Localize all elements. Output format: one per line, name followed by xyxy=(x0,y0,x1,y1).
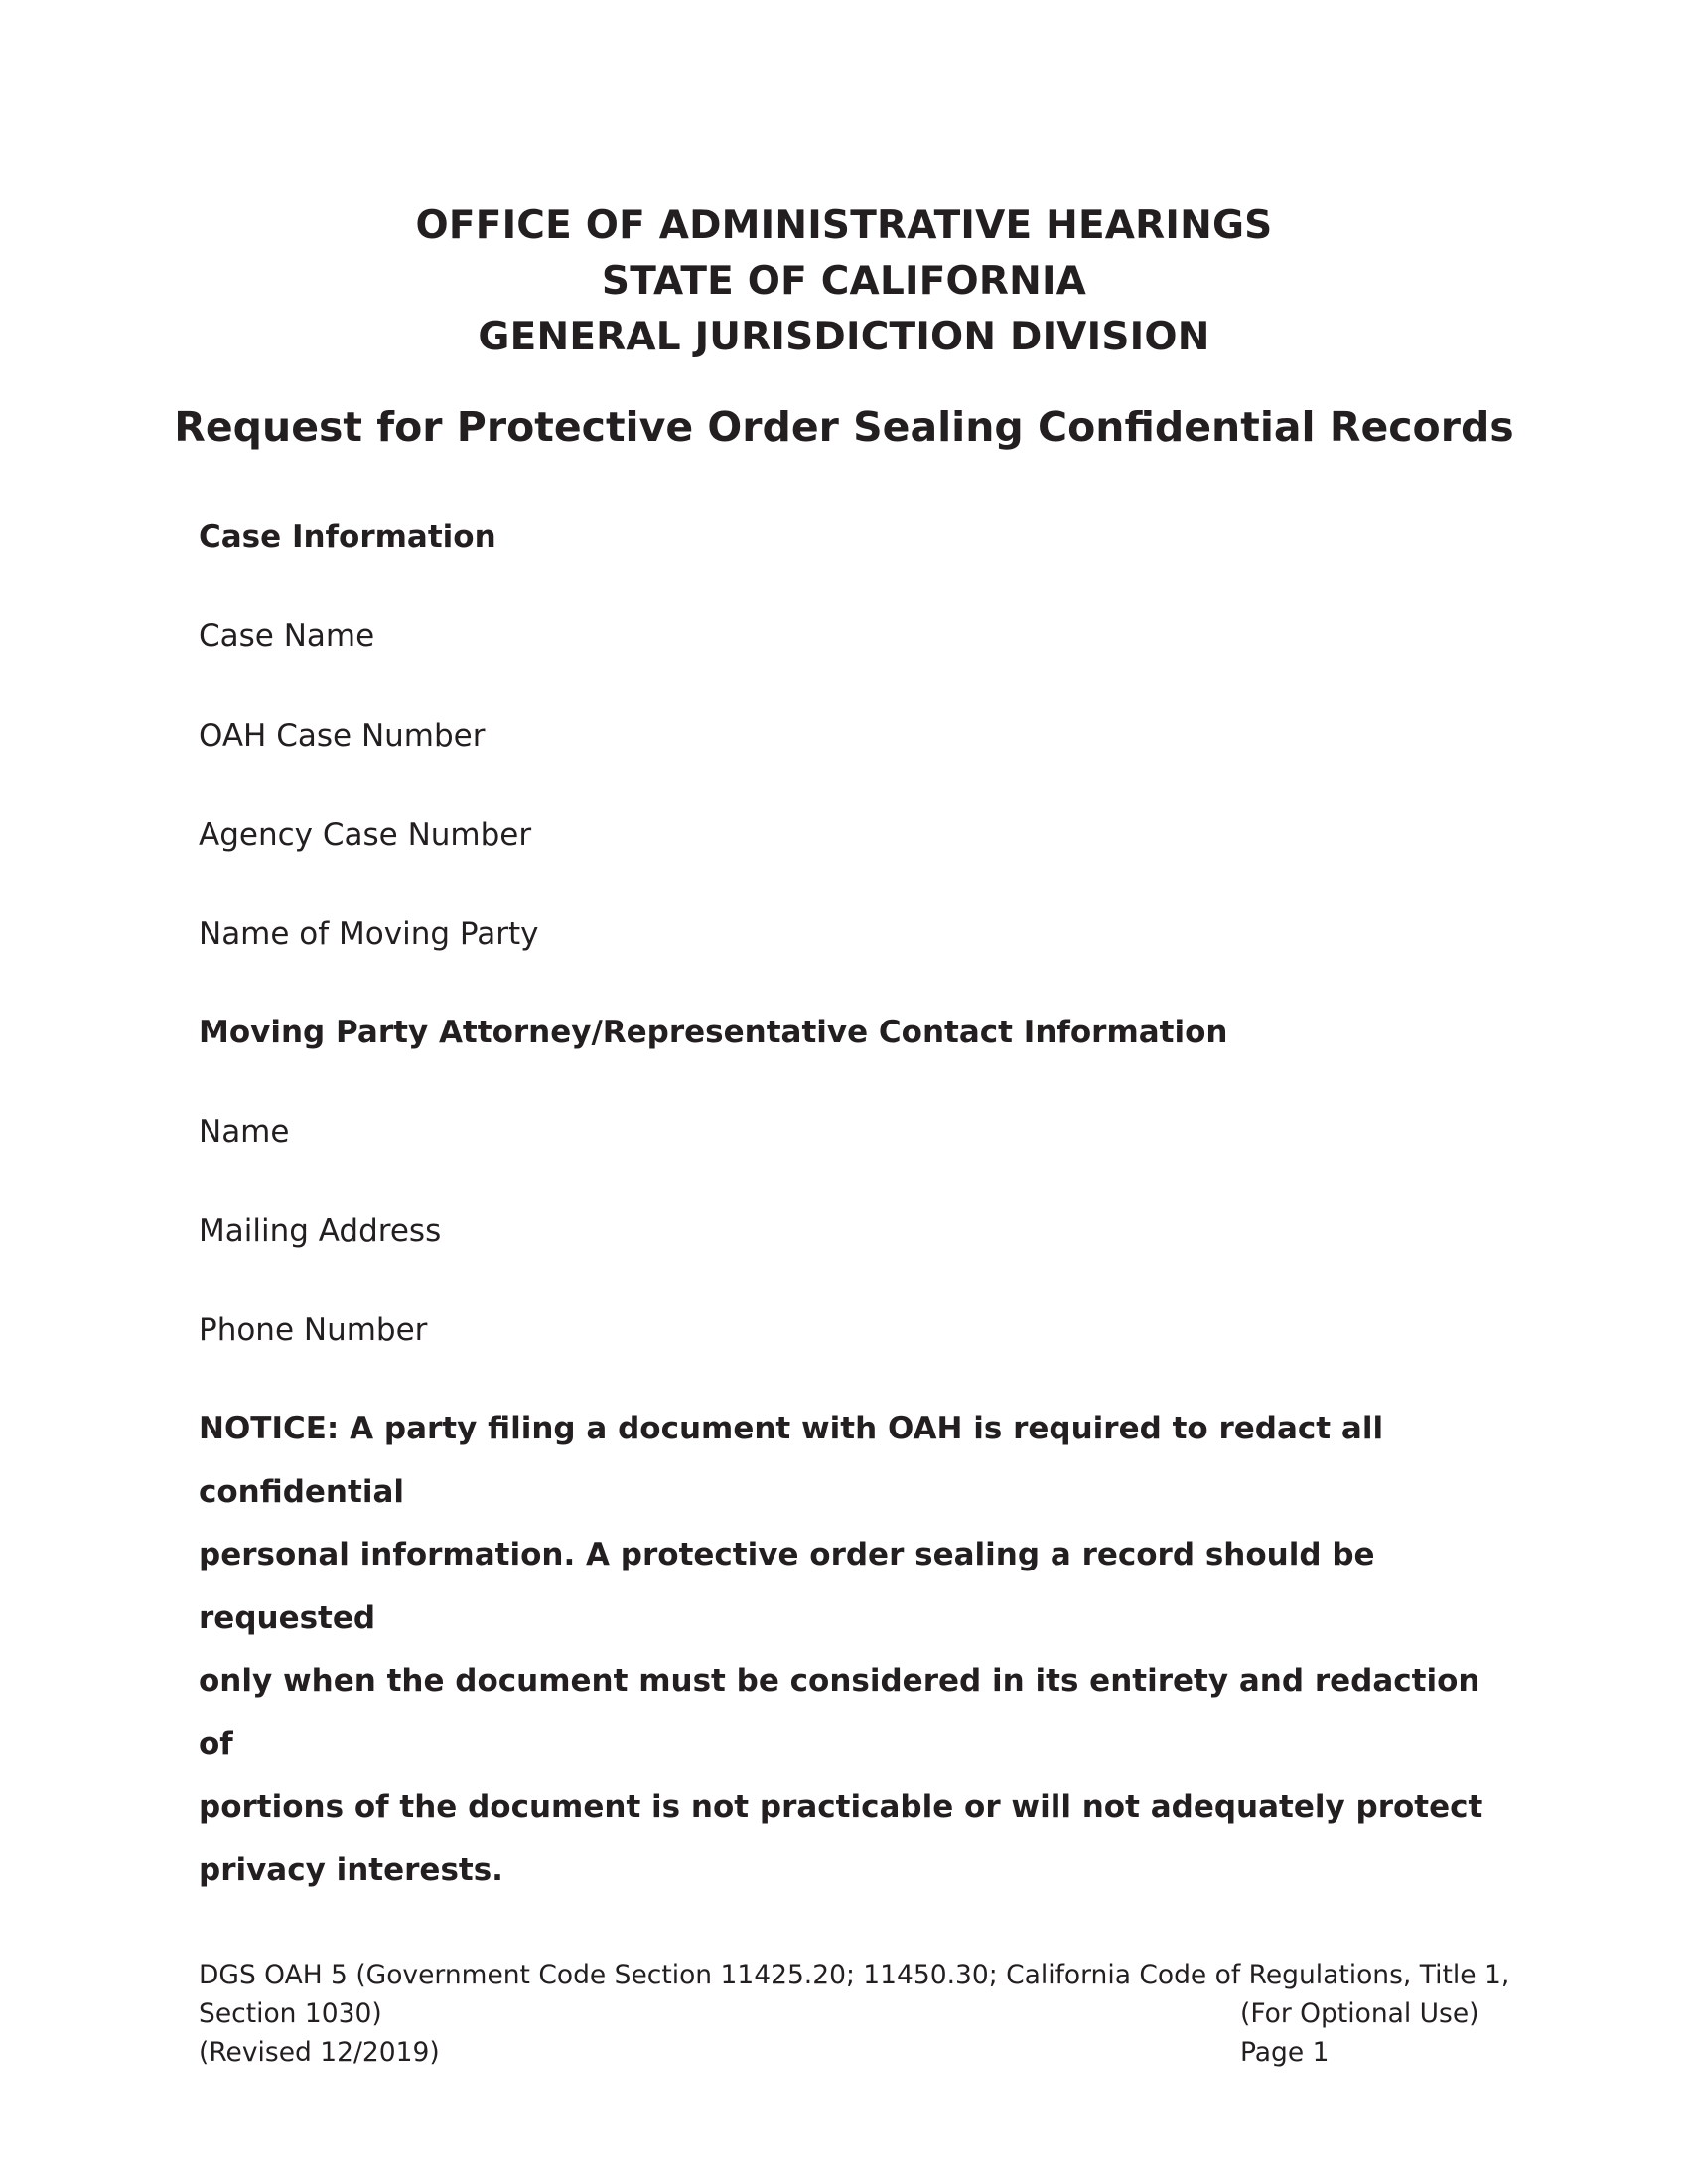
footer-form-citation xyxy=(199,1956,1510,1994)
page-footer xyxy=(199,1956,1510,2072)
agency-header xyxy=(0,199,1688,365)
representative-name-label: Name xyxy=(199,1114,290,1150)
footer-revision-date: (Revised 12/2019) xyxy=(199,2037,440,2068)
footer-row-3 xyxy=(199,2033,1470,2072)
field-case-name xyxy=(199,613,1489,660)
field-mailing-address xyxy=(199,1207,1489,1255)
notice-line: privacy interests. xyxy=(199,1851,503,1888)
section-heading: Case Information xyxy=(199,519,496,555)
field-agency-case-number xyxy=(199,811,1489,859)
moving-party-name-label: Name of Moving Party xyxy=(199,916,539,952)
footer-citation-text: DGS OAH 5 (Government Code Section 11425.20; 11450.30; California Code of Regulations, Title 1, xyxy=(199,1960,1510,1990)
agency-name: OFFICE OF ADMINISTRATIVE HEARINGS xyxy=(415,204,1273,248)
field-moving-party-name xyxy=(199,910,1489,958)
notice-line: personal information. A protective order sealing a record should be requested xyxy=(199,1537,1375,1636)
footer-row-2 xyxy=(199,1994,1479,2033)
agency-case-number-label: Agency Case Number xyxy=(199,817,532,853)
form-title: Request for Protective Order Sealing Confidential Records xyxy=(174,403,1514,451)
mailing-address-label: Mailing Address xyxy=(199,1213,442,1249)
state-name: STATE OF CALIFORNIA xyxy=(601,259,1087,304)
notice-line: portions of the document is not practicable or will not adequately protect xyxy=(199,1789,1483,1825)
field-representative-name xyxy=(199,1108,1489,1156)
footer-optional-use: (For Optional Use) xyxy=(1240,1998,1479,2029)
case-name-label: Case Name xyxy=(199,618,375,654)
field-phone-number xyxy=(199,1306,1489,1354)
footer-page-number: Page 1 xyxy=(1240,2037,1330,2068)
contact-information-heading xyxy=(199,1009,1489,1056)
notice-line: NOTICE: A party filing a document with OAH is required to redact all confidential xyxy=(199,1411,1384,1510)
section-heading: Moving Party Attorney/Representative Contact Information xyxy=(199,1015,1228,1050)
phone-number-label: Phone Number xyxy=(199,1312,428,1348)
notice-line: only when the document must be considered in its entirety and redaction of xyxy=(199,1663,1480,1762)
division-name: GENERAL JURISDICTION DIVISION xyxy=(478,315,1210,359)
case-information-heading xyxy=(199,513,1489,561)
field-oah-case-number xyxy=(199,712,1489,759)
notice-paragraph xyxy=(199,1398,1489,1902)
footer-section-text: Section 1030) xyxy=(199,1998,382,2029)
oah-case-number-label: OAH Case Number xyxy=(199,718,486,753)
